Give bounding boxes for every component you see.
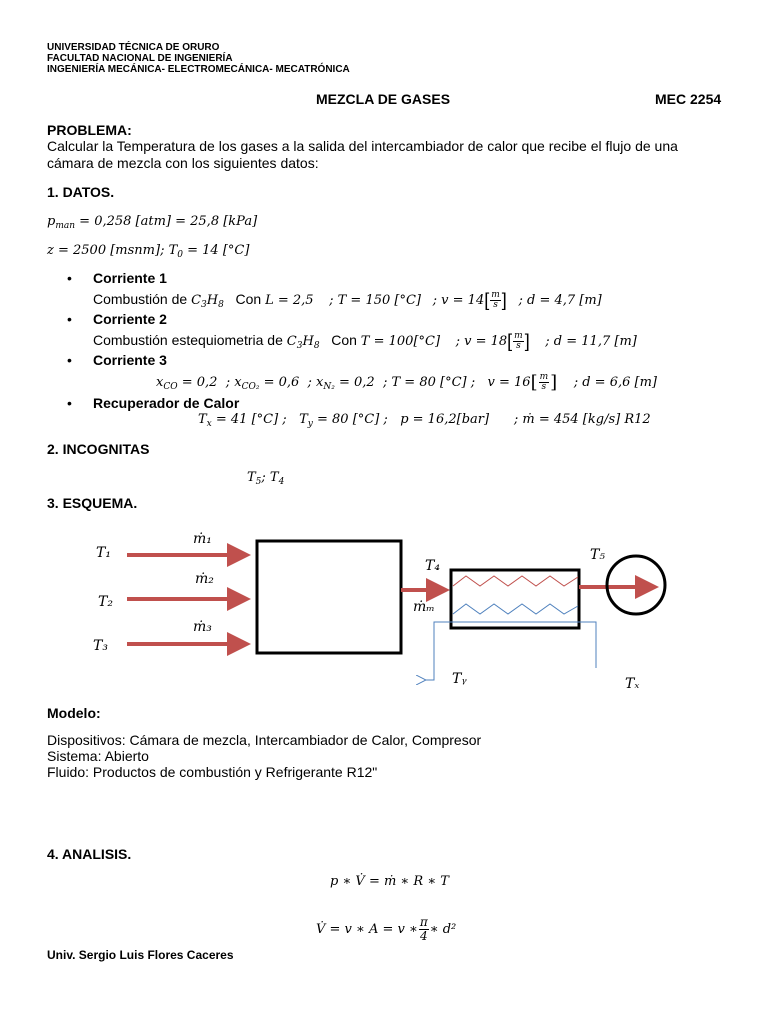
label-mm: ṁₘ: [413, 599, 435, 615]
analisis-heading: 4. ANALISIS.: [47, 846, 132, 862]
cold-coil: [453, 604, 578, 614]
hot-coil: [453, 576, 578, 586]
faculty-name: FACULTAD NACIONAL DE INGENIERÍA: [47, 53, 233, 64]
corriente3-data: $x_{CO} = 0,2$ ; $x_{CO_2} = 0,6$ ; $x_{N_2} = 0,2$ ; T = 80 [°C] ; v = 16[ $\frac{m}{s}$ ] ; d = 6,6 [m]: [156, 372, 657, 393]
corriente1-data: Combustión de $C_3H_8$ Con L = 2,5 ; T = 150 [°C] ; v = 14[ $\frac{m}{s}$ ] ; d = 4,7 [m]: [93, 290, 602, 311]
label-m3: ṁ₃: [193, 619, 212, 635]
label-m2: ṁ₂: [195, 571, 214, 587]
page-title: MEZCLA DE GASES: [316, 91, 451, 107]
pressure-equation: $p_{man} = 0,258$ [atm] = 25,8 [kPa]: [47, 214, 258, 231]
label-T1: T₁: [96, 545, 111, 561]
corriente1-title: Corriente 1: [93, 270, 167, 286]
label-T3: T₃: [93, 638, 108, 654]
bullet-icon: •: [67, 270, 72, 286]
datos-heading: 1. DATOS.: [47, 184, 115, 200]
bullet-icon: •: [67, 395, 72, 411]
university-name: UNIVERSIDAD TÉCNICA DE ORURO: [47, 42, 220, 53]
course-code: MEC 2254: [655, 91, 722, 107]
mixing-chamber: [257, 541, 401, 653]
corriente2-data: Combustión estequiometria de $C_3H_8$ Con T = 100[°C] ; v = 18[ $\frac{m}{s}$ ] ; d = 11,7 [m]: [93, 331, 637, 352]
modelo-dispositivos: Dispositivos: Cámara de mezcla, Intercambiador de Calor, Compresor: [47, 732, 482, 748]
label-Ty: Tᵧ: [452, 671, 467, 687]
modelo-sistema: Sistema: Abierto: [47, 748, 149, 764]
corriente2-title: Corriente 2: [93, 311, 167, 327]
label-Tx: Tₓ: [625, 676, 640, 692]
bullet-icon: •: [67, 352, 72, 368]
label-T2: T₂: [98, 594, 113, 610]
refrigerant-outlet-line: [426, 622, 453, 680]
ideal-gas-equation: p ∗ V̇ = ṁ ∗ R ∗ T: [330, 874, 449, 889]
esquema-heading: 3. ESQUEMA.: [47, 495, 138, 511]
recuperador-title: Recuperador de Calor: [93, 395, 240, 411]
department-name: INGENIERÍA MECÁNICA- ELECTROMECÁNICA- MECATRÓNICA: [47, 64, 350, 75]
modelo-heading: Modelo:: [47, 705, 101, 721]
label-T5: T₅: [590, 547, 605, 563]
corriente3-title: Corriente 3: [93, 352, 167, 368]
problem-heading: PROBLEMA:: [47, 122, 132, 138]
label-m1: ṁ₁: [193, 531, 212, 547]
unknowns: $T_5$; $T_4$: [247, 470, 285, 487]
label-T4: T₄: [425, 558, 440, 574]
recuperador-data: $T_x = 41$ [°C] ; $T_y = 80$ [°C] ; p = 16,2[bar] ; ṁ = 454 [kg/s] R12: [198, 412, 651, 429]
incognitas-heading: 2. INCOGNITAS: [47, 441, 150, 457]
bullet-icon: •: [67, 311, 72, 327]
author-footer: Univ. Sergio Luis Flores Caceres: [47, 948, 234, 962]
altitude-equation: z = 2500 [msnm]; $T_0 = 14$ [°C]: [47, 243, 250, 260]
problem-text-line2: cámara de mezcla con los siguientes datos:: [47, 155, 319, 171]
modelo-fluido: Fluido: Productos de combustión y Refrigerante R12": [47, 764, 378, 780]
problem-text-line1: Calcular la Temperatura de los gases a la salida del intercambiador de calor que recibe el flujo de una: [47, 138, 678, 154]
volume-flow-equation: V̇ = v ∗ A = v ∗ $\frac{\pi}{4}$ ∗ d²: [316, 915, 457, 943]
